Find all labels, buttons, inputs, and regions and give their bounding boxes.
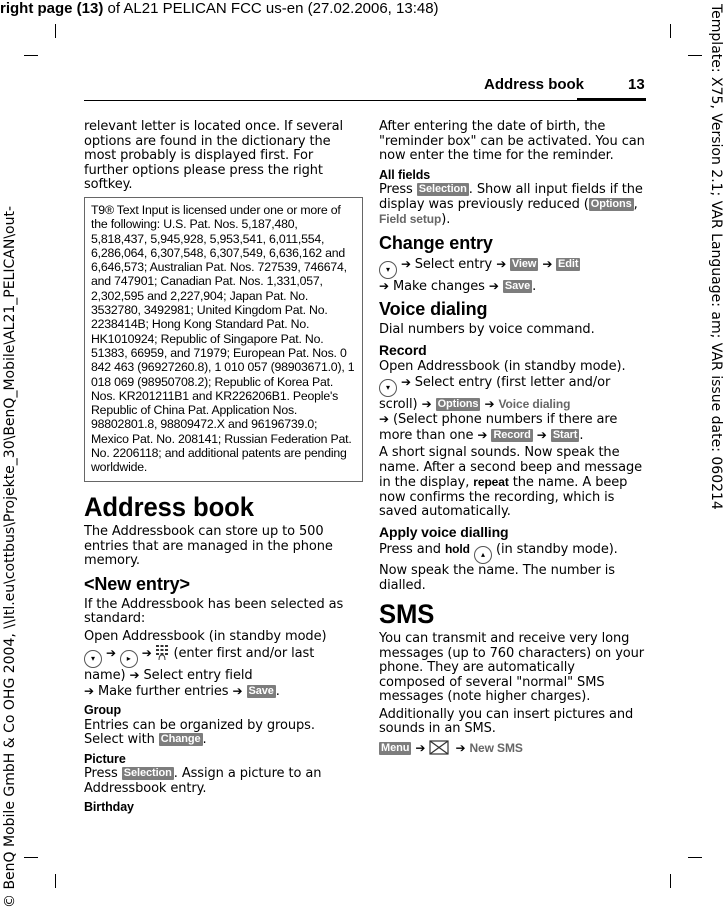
all-fields-label: All fields <box>379 167 431 182</box>
nav-down-icon: ▾ <box>84 650 102 668</box>
arrow-icon: ➔ <box>379 412 389 426</box>
header-doc-info: of AL21 PELICAN FCC us-en (27.02.2006, 13:48) <box>103 0 439 17</box>
apply-voice-label: Apply voice dialling <box>379 523 509 540</box>
new-entry-steps: Open Addressbook (in standby mode) ▾ ➔ ▸ ➔ (enter first and/or last name) ➔ Select entry field ➔ Make further entries ➔ Save . <box>84 628 327 699</box>
hold-word: hold <box>444 542 470 556</box>
menu-softkey: Menu <box>381 741 410 754</box>
repeat-word: repeat <box>473 475 509 489</box>
copyright-path: © BenQ Mobile GmbH & Co OHG 2004, \\Itl.eu\cottbus\Projekte_30\BenQ_Mobile\AL21_PELICAN\out- <box>2 205 18 908</box>
record-label: Record <box>379 341 427 358</box>
record-select-text: Select entry (first letter and/or scroll) <box>379 374 611 412</box>
intro-paragraph: relevant letter is located once. If several options are found in the dictionary the most probably is displayed first. For further options please press the right softkey. <box>84 119 343 192</box>
apply-press: Press and <box>379 542 441 557</box>
print-header <box>0 0 439 17</box>
arrow-icon: ➔ <box>488 278 499 293</box>
nav-up-icon: ▴ <box>474 546 492 564</box>
voice-dialing-heading: Voice dialing <box>379 299 488 319</box>
field-setup-menu: Field setup <box>379 212 442 226</box>
crop-mark <box>24 55 38 56</box>
picture-press: Press <box>84 766 118 781</box>
all-rest-b: ). <box>441 212 451 227</box>
select-entry-text: Select entry <box>414 256 493 272</box>
keypad-icon <box>155 644 169 660</box>
section-title: Address book <box>84 492 254 522</box>
picture-label: Picture <box>84 751 126 766</box>
arrow-icon: ➔ <box>106 646 120 660</box>
change-softkey: Change <box>160 733 201 745</box>
nav-down-icon: ▾ <box>379 379 397 397</box>
record-open-text: Open Addressbook (in standby mode). <box>379 359 626 374</box>
apply-text <box>379 542 645 593</box>
arrow-icon: ➔ <box>379 278 389 293</box>
apply-rest: (in standby mode). Now speak the name. The number is dialled. <box>379 542 618 593</box>
make-further-text: Make further entries <box>98 683 229 699</box>
envelope-icon <box>429 740 451 755</box>
options-softkey: Options <box>437 397 479 410</box>
arrow-icon: ➔ <box>401 374 415 389</box>
sms-text-2: Additionally you can insert pictures and sounds in an SMS. <box>379 706 634 736</box>
crop-mark <box>55 24 56 38</box>
arrow-icon: ➔ <box>129 668 140 682</box>
arrow-icon: ➔ <box>536 427 547 442</box>
crop-mark <box>24 857 38 858</box>
if-selected-text: If the Addressbook has been selected as standard: <box>84 596 344 626</box>
arrow-icon: ➔ <box>496 256 510 271</box>
left-intro <box>84 120 354 196</box>
group-label: Group <box>84 703 121 717</box>
birthday-label: Birthday <box>84 800 134 814</box>
nav-right-icon: ▸ <box>120 650 138 668</box>
make-changes-text: Make changes <box>393 278 485 294</box>
voice-dialing-menu: Voice dialing <box>498 396 571 411</box>
group-desc: Entries can be organized by groups. Select with <box>84 717 315 747</box>
crop-mark <box>670 874 671 888</box>
copyright-sidebar <box>0 0 24 912</box>
record-softkey: Record <box>493 428 531 441</box>
nav-down-icon: ▾ <box>379 261 397 279</box>
start-softkey: Start <box>552 428 578 441</box>
arrow-icon: ➔ <box>84 683 94 698</box>
all-fields-text: Press Selection . Show all input fields if the display was previously reduced ( Options , Field setup). <box>379 182 643 227</box>
selection-softkey: Selection <box>418 183 467 195</box>
running-head-page: 13 <box>628 76 645 93</box>
template-info: Template: X75, Version 2.1; VAR Language: am; VAR issue date: 060214 <box>708 4 724 510</box>
signal-text <box>379 446 645 520</box>
arrow-icon: ➔ <box>455 740 466 755</box>
record-steps: Open Addressbook (in standby mode). ▾ ➔ Select entry (first letter and/or scroll) ➔ Options ➔ Voice dialing ➔ (Select phone numbers if there are more than one ➔ Record ➔ Start . <box>379 359 626 443</box>
new-entry-heading: <New entry> <box>84 573 190 594</box>
group-text: Entries can be organized by groups. Select with Change . <box>84 717 315 747</box>
running-head-thick-rule <box>577 98 646 101</box>
sms-heading: SMS <box>379 599 435 629</box>
change-entry-heading: Change entry <box>379 232 493 253</box>
crop-mark <box>670 24 671 38</box>
arrow-icon: ➔ <box>415 740 426 755</box>
signal-a: A short signal sounds. Now speak the name. After a second beep and message in the display, <box>379 445 643 490</box>
save-softkey: Save <box>248 684 274 697</box>
edit-softkey: Edit <box>558 257 579 270</box>
picture-rest: . Assign a picture to an Addressbook entry. <box>84 766 322 796</box>
t9-notice-box: T9® Text Input is licensed under one or more of the following: U.S. Pat. Nos. 5,187,480, 5,818,437, 5,945,928, 5,953,541, 6,011,554, 6,286,064, 6,307,548, 6,307,549, 6,636,162 and 6,646,573; Australian Pat. Nos. 727539, 746674, and 747901; Canadian Pat. Nos. 1,331,057, 2,302,595 and 2,227,904; Japan Pat. No. 3532780, 3492981; United Kingdom Pat. No. 2238414B; Hong Kong Standard Pat. No. HK1010924; Republic of Singapore Pat. No. 51383, 66959, and 71979; European Pat. Nos. 0 842 463 (96927260.8), 1 010 057 (98903671.0), 1 018 069 (98950708.2); Republic of Korea Pat. Nos. KR201211B1 and KR226206B1. People's Republic of China Pat. Application Nos. 98802801.8, 98809472.X and 96196739.0; Mexico Pat. No. 208141; Russian Federation Pat. No. 2206118; and additional patents are pending worldwide. <box>84 197 363 482</box>
open-addressbook-text: Open Addressbook (in standby mode) <box>84 628 327 644</box>
sms-text: You can transmit and receive very long messages (up to 760 characters) on your phone. They are automatically composed of several "normal" SMS messages (note higher charges). <box>379 631 645 704</box>
record-phone-text: (Select phone numbers if there are more than one <box>379 412 618 443</box>
picture-text <box>84 767 354 796</box>
arrow-icon: ➔ <box>477 427 488 442</box>
options-softkey: Options <box>590 197 632 210</box>
arrow-icon: ➔ <box>141 646 156 660</box>
dial-numbers-text: Dial numbers by voice command. <box>379 322 595 337</box>
running-head-title: Address book <box>484 76 585 93</box>
arrow-icon: ➔ <box>484 396 495 411</box>
signal-b: the name. A beep now confirms the recording, which is saved automatically. <box>379 475 628 519</box>
after-birth-text: After entering the date of birth, the "reminder box" can be activated. You can now enter the time for the reminder. <box>379 119 645 163</box>
running-head-rule <box>84 100 646 101</box>
arrow-icon: ➔ <box>542 256 557 271</box>
left-column <box>84 490 354 816</box>
all-press: Press <box>379 182 413 197</box>
select-field-text: Select entry field <box>143 668 253 683</box>
arrow-icon: ➔ <box>421 396 432 411</box>
enter-name-text: (enter first and/or last name) <box>84 646 315 683</box>
sms-steps <box>379 740 645 757</box>
all-rest-a: . Show all input fields if the display was previously reduced ( <box>379 182 643 212</box>
new-sms-menu: New SMS <box>469 740 523 755</box>
right-column <box>379 120 645 759</box>
selection-softkey: Selection <box>123 767 172 779</box>
address-book-desc: The Addressbook can store up to 500 entries that are managed in the phone memory. <box>84 524 333 568</box>
template-sidebar <box>700 4 724 908</box>
save-softkey: Save <box>504 279 531 292</box>
header-page-ref: right page (13) <box>0 0 104 17</box>
view-softkey: View <box>511 257 537 270</box>
change-entry-steps: ▾ ➔ Select entry ➔ View ➔ Edit ➔ Make changes ➔ Save . <box>379 256 579 294</box>
crop-mark <box>55 874 56 888</box>
arrow-icon: ➔ <box>401 256 415 271</box>
arrow-icon: ➔ <box>232 683 243 698</box>
